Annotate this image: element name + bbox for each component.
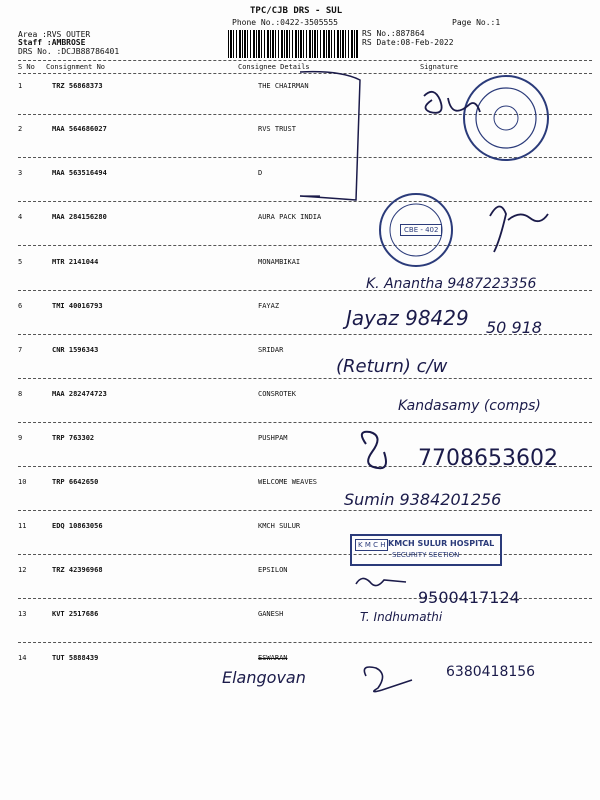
kmch-stamp-line2: SECURITY SECTION xyxy=(392,551,460,559)
cbe-seal-label: CBE - 402 xyxy=(400,224,442,236)
row-consignee: FAYAZ xyxy=(258,302,280,310)
signature-row12 xyxy=(356,578,406,585)
col-consignee: Consignee Details xyxy=(238,63,310,71)
signature-row14 xyxy=(364,667,412,692)
bracket-stroke xyxy=(300,72,360,200)
row-consignee: D xyxy=(258,169,263,177)
row-consignment: TRZ 42396968 xyxy=(52,566,103,574)
row-consignee: AURA PACK INDIA xyxy=(258,213,322,221)
row-sno: 10 xyxy=(18,478,27,486)
row-sno: 2 xyxy=(18,125,23,133)
row-consignee: PUSHPAM xyxy=(258,434,288,442)
row-consignment: MAA 563516494 xyxy=(52,169,107,177)
kmch-security-stamp xyxy=(350,534,502,566)
row-consignment: MTR 2141044 xyxy=(52,258,99,266)
row-sno: 4 xyxy=(18,213,23,221)
staff-label: Staff :AMBROSE xyxy=(18,38,86,47)
handwriting-row10: Sumin 9384201256 xyxy=(344,490,502,509)
row-sno: 7 xyxy=(18,346,23,354)
row-sno: 1 xyxy=(18,82,23,90)
row-consignee: ESWARAN xyxy=(258,654,288,662)
handwriting-row6-name: Jayaz 98429 xyxy=(346,306,469,330)
row-consignee: THE CHAIRMAN xyxy=(258,82,309,90)
row-consignee: CONSROTEK xyxy=(258,390,296,398)
row-consignment: TRP 6642650 xyxy=(52,478,99,486)
col-consignment: Consignment No xyxy=(46,63,106,71)
row-consignee: MONAMBIKAI xyxy=(258,258,301,266)
row-sno: 6 xyxy=(18,302,23,310)
handwriting-row6-number: 50 918 xyxy=(486,318,542,337)
handwriting-row14-phone: 6380418156 xyxy=(446,664,536,680)
sheet-title: TPC/CJB DRS - SUL xyxy=(250,6,343,16)
signature-row4 xyxy=(490,206,548,252)
col-sno: S No xyxy=(18,63,35,71)
area-label: Area :RVS OUTER xyxy=(18,30,91,39)
row-consignment: MAA 282474723 xyxy=(52,390,107,398)
phone-number: Phone No.:0422-3505555 xyxy=(232,18,338,27)
row-consignment: TRP 763302 xyxy=(52,434,95,442)
row-sno: 3 xyxy=(18,169,23,177)
handwriting-row14-name: Elangovan xyxy=(222,668,306,687)
row-sno: 11 xyxy=(18,522,27,530)
page-number: Page No.:1 xyxy=(452,18,501,27)
row-consignee: SRIDAR xyxy=(258,346,284,354)
kmch-stamp-line1: KMCH SULUR HOSPITAL xyxy=(388,539,495,548)
row-consignment: TMI 40016793 xyxy=(52,302,103,310)
row-sno: 13 xyxy=(18,610,27,618)
row-consignment: TRZ 56868373 xyxy=(52,82,103,90)
kmch-stamp-letters: K M C H xyxy=(355,539,388,551)
handwriting-row12: 9500417124 xyxy=(418,588,520,607)
row-sno: 9 xyxy=(18,434,23,442)
row-consignee: KMCH SULUR xyxy=(258,522,301,530)
handwriting-row8: Kandasamy (comps) xyxy=(398,398,541,414)
row-consignment: CNR 1596343 xyxy=(52,346,99,354)
handwriting-row9: 7708653602 xyxy=(418,446,558,471)
row-sno: 14 xyxy=(18,654,27,662)
handwriting-row5: K. Anantha 9487223356 xyxy=(366,276,537,292)
row-consignment: MAA 284156280 xyxy=(52,213,107,221)
col-signature: Signature xyxy=(420,63,458,71)
row-consignee: GANESH xyxy=(258,610,284,618)
rs-number: RS No.:887864 xyxy=(362,29,425,38)
row-consignee: WELCOME WEAVES xyxy=(258,478,318,486)
row-sno: 8 xyxy=(18,390,23,398)
row-consignment: MAA 564686027 xyxy=(52,125,107,133)
row-consignee: RVS TRUST xyxy=(258,125,296,133)
handwriting-row13: T. Indhumathi xyxy=(360,610,443,624)
row-sno: 5 xyxy=(18,258,23,266)
row-consignee: EPSILON xyxy=(258,566,288,574)
row-consignment: KVT 2517686 xyxy=(52,610,99,618)
round-seal-icon xyxy=(464,76,548,160)
handwriting-row7: (Return) c/w xyxy=(336,356,448,377)
rs-date: RS Date:08-Feb-2022 xyxy=(362,38,454,47)
row-sno: 12 xyxy=(18,566,27,574)
row-consignment: EDQ 10863056 xyxy=(52,522,103,530)
drs-number: DRS No. :DCJB88786401 xyxy=(18,47,120,56)
signature-row9 xyxy=(362,432,386,468)
row-consignment: TUT 5888439 xyxy=(52,654,99,662)
